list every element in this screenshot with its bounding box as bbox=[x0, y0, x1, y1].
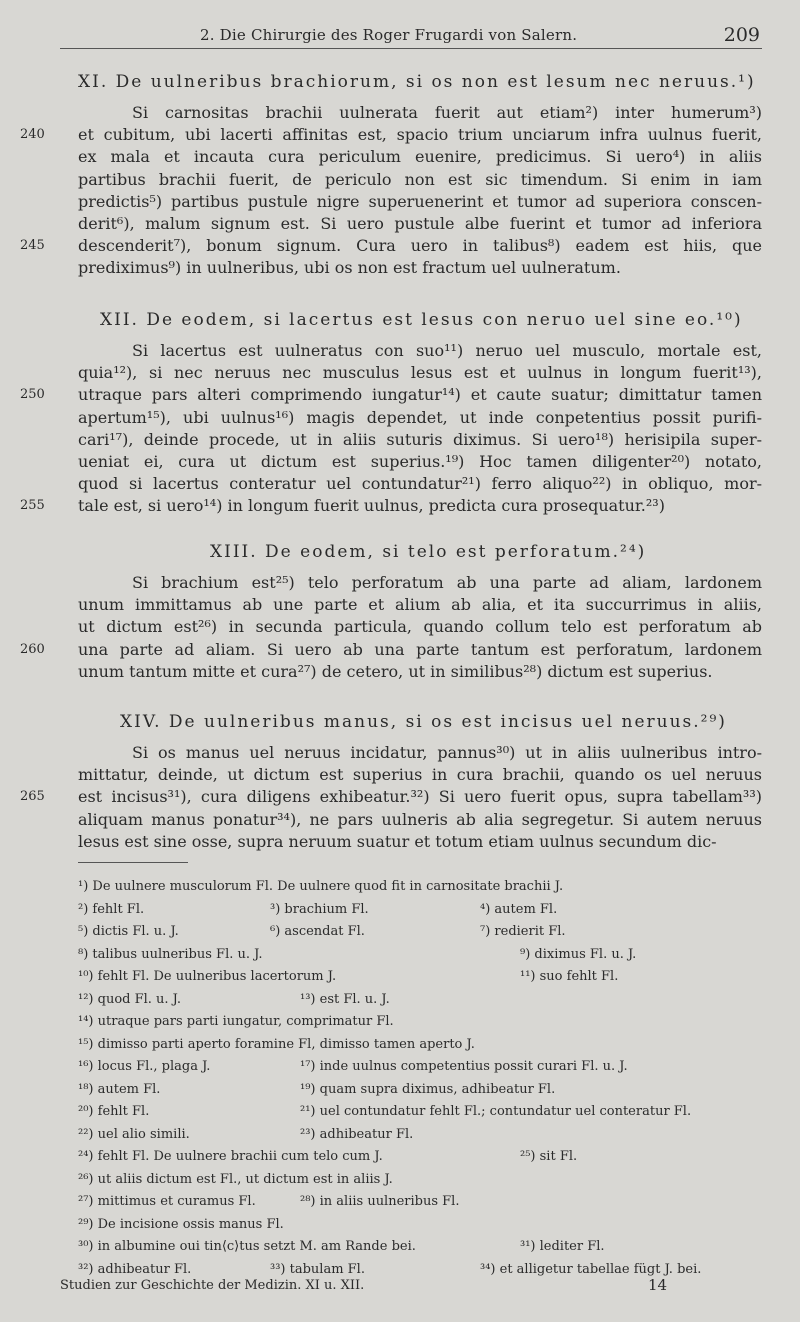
line-number: 250 bbox=[20, 387, 45, 403]
footnote: ¹⁰) fehlt Fl. De uulneribus lacertorum J. bbox=[78, 969, 337, 984]
line-number: 240 bbox=[20, 127, 45, 143]
footnote: ¹⁹) quam supra diximus, adhibeatur Fl. bbox=[300, 1081, 556, 1097]
line-number: 255 bbox=[20, 498, 45, 514]
footnote: ¹⁷) inde uulnus competentius possit curari Fl. u. J. bbox=[300, 1059, 628, 1074]
text-line: derit⁶), malum signum est. Si uero pustule albe fuerint et tumor ad inferiora bbox=[78, 214, 762, 233]
section-heading: XI. De uulneribus brachiorum, si os non est lesum nec neruus.¹) bbox=[78, 72, 756, 92]
text-line: utraque pars alteri comprimendo iungatur¹⁴) et caute suatur; dimittatur tamen bbox=[78, 385, 762, 405]
footnote: ⁸) talibus uulneribus Fl. u. J. bbox=[78, 946, 263, 962]
text-line: et cubitum, ubi lacerti affinitas est, spacio trium unciarum infra uulnus fuerit, bbox=[78, 125, 762, 145]
section-heading: XIII. De eodem, si telo est perforatum.²⁴) bbox=[210, 542, 647, 562]
text-line: Si lacertus est uulneratus con suo¹¹) neruo uel musculo, mortale est, bbox=[132, 341, 762, 360]
footnote: ⁷) redierit Fl. bbox=[480, 924, 566, 939]
line-number: 260 bbox=[20, 641, 45, 657]
text-line: descenderit⁷), bonum signum. Cura uero in talibus⁸) eadem est hiis, que bbox=[78, 236, 762, 256]
footnote: ²⁶) ut aliis dictum est Fl., ut dictum est in aliis J. bbox=[78, 1171, 393, 1187]
text-line: cari¹⁷), deinde procede, ut in aliis suturis diximus. Si uero¹⁸) herisipila super- bbox=[78, 429, 762, 449]
footnote: ¹²) quod Fl. u. J. bbox=[78, 991, 182, 1007]
footnote: ²⁵) sit Fl. bbox=[520, 1149, 578, 1164]
text-line: ex mala et incauta cura periculum euenire, predicimus. Si uero⁴) in aliis bbox=[78, 147, 762, 167]
footnote: ¹¹) suo fehlt Fl. bbox=[520, 969, 619, 984]
text-line: Si os manus uel neruus incidatur, pannus³⁰) ut in aliis uulneribus intro- bbox=[132, 743, 762, 762]
section-heading: XIV. De uulneribus manus, si os est incisus uel neruus.²⁹) bbox=[120, 712, 727, 732]
text-line: mittatur, deinde, ut dictum est superius in cura brachii, quando os uel neruus bbox=[78, 765, 762, 785]
footnote: ¹⁸) autem Fl. bbox=[78, 1081, 161, 1097]
section-heading: XII. De eodem, si lacertus est lesus con neruo uel sine eo.¹⁰) bbox=[100, 310, 743, 330]
text-line: ut dictum est²⁶) in secunda particula, quando collum telo est perforatum ab bbox=[78, 617, 762, 637]
footnote: ³⁴) et alligetur tabellae fügt J. bei. bbox=[480, 1261, 702, 1277]
footnote: ⁹) diximus Fl. u. J. bbox=[520, 946, 637, 962]
text-line: predictis⁵) partibus pustule nigre superuenerint et tumor ad superiora conscen- bbox=[78, 191, 762, 211]
footnote: ³) brachium Fl. bbox=[270, 901, 369, 917]
text-line: Si carnositas brachii uulnerata fuerit aut etiam²) inter humerum³) bbox=[132, 103, 762, 122]
text-line: aliquam manus ponatur³⁴), ne pars uulneris ab alia segregetur. Si autem neruus bbox=[78, 809, 762, 829]
text-line: unum immittamus ab une parte et alium ab alia, et ita succurrimus in aliis, bbox=[78, 595, 762, 615]
text-line: est incisus³¹), cura diligens exhibeatur.³²) Si uero fuerit opus, supra tabellam³³) bbox=[78, 787, 762, 807]
footnote: ³²) adhibeatur Fl. bbox=[78, 1261, 192, 1277]
running-head bbox=[60, 18, 762, 49]
footnote: ⁶) ascendat Fl. bbox=[270, 924, 365, 939]
footnote: ¹⁵) dimisso parti aperto foramine Fl, dimisso tamen aperto J. bbox=[78, 1036, 475, 1052]
footnote: ¹⁶) locus Fl., plaga J. bbox=[78, 1059, 211, 1074]
text-line: lesus est sine osse, supra neruum suatur et totum etiam uulnus secundum dic- bbox=[78, 831, 717, 851]
page-number: 209 bbox=[723, 24, 760, 46]
line-number: 245 bbox=[20, 238, 45, 254]
text-line: prediximus⁹) in uulneribus, ubi os non est fractum uel uulneratum. bbox=[78, 258, 621, 278]
footnote: ³⁰) in albumine oui tin⟨c⟩tus setzt M. am Rande bei. bbox=[78, 1239, 416, 1254]
footnote: ²⁹) De incisione ossis manus Fl. bbox=[78, 1216, 284, 1232]
text-line: partibus brachii fuerit, de periculo non est sic timendum. Si enim in iam bbox=[78, 169, 762, 189]
line-number: 265 bbox=[20, 789, 45, 805]
footnote: ²²) uel alio simili. bbox=[78, 1126, 190, 1142]
footnote: ²⁸) in aliis uulneribus Fl. bbox=[300, 1194, 460, 1209]
text-line: apertum¹⁵), ubi uulnus¹⁶) magis dependet, ut inde conpetentius possit purifi- bbox=[78, 407, 762, 427]
text-line: Si brachium est²⁵) telo perforatum ab una parte ad aliam, lardonem bbox=[132, 573, 762, 592]
footnote-rule bbox=[78, 862, 188, 863]
footnote: ²⁰) fehlt Fl. bbox=[78, 1104, 150, 1119]
footnote: ¹) De uulnere musculorum Fl. De uulnere quod fit in carnositate brachii J. bbox=[78, 879, 564, 894]
text-line: quod si lacertus conteratur uel contundatur²¹) ferro aliquo²²) in obliquo, mor- bbox=[78, 474, 762, 494]
footnote: ⁵) dictis Fl. u. J. bbox=[78, 924, 179, 939]
footnote: ²⁴) fehlt Fl. De uulnere brachii cum telo cum J. bbox=[78, 1149, 383, 1164]
footer-series-title: Studien zur Geschichte der Medizin. XI u. XII. bbox=[60, 1278, 365, 1293]
footnote: ³³) tabulam Fl. bbox=[270, 1261, 365, 1277]
footnote: ²¹) uel contundatur fehlt Fl.; contundatur uel conteratur Fl. bbox=[300, 1104, 692, 1119]
text-line: unum tantum mitte et cura²⁷) de cetero, ut in similibus²⁸) dictum est superius. bbox=[78, 661, 713, 681]
text-line: una parte ad aliam. Si uero ab una parte tantum est perforatum, lardonem bbox=[78, 639, 762, 659]
footnote: ¹³) est Fl. u. J. bbox=[300, 991, 390, 1007]
running-head-title: 2. Die Chirurgie des Roger Frugardi von Salern. bbox=[200, 26, 578, 44]
footnote: ²⁷) mittimus et curamus Fl. bbox=[78, 1194, 256, 1209]
text-line: quia¹²), si nec neruus nec musculus lesus est et uulnus in longum fuerit¹³), bbox=[78, 363, 762, 383]
footnote: ¹⁴) utraque pars parti iungatur, comprimatur Fl. bbox=[78, 1014, 394, 1029]
footnote: ²³) adhibeatur Fl. bbox=[300, 1126, 414, 1142]
signature-mark: 14 bbox=[648, 1276, 668, 1294]
text-line: ueniat ei, cura ut dictum est superius.¹⁹) Hoc tamen diligenter²⁰) notato, bbox=[78, 452, 762, 471]
text-line: tale est, si uero¹⁴) in longum fuerit uulnus, predicta cura prosequatur.²³) bbox=[78, 496, 665, 516]
footnote: ³¹) lediter Fl. bbox=[520, 1239, 605, 1254]
footnote: ²) fehlt Fl. bbox=[78, 901, 145, 917]
footnote: ⁴) autem Fl. bbox=[480, 901, 558, 917]
